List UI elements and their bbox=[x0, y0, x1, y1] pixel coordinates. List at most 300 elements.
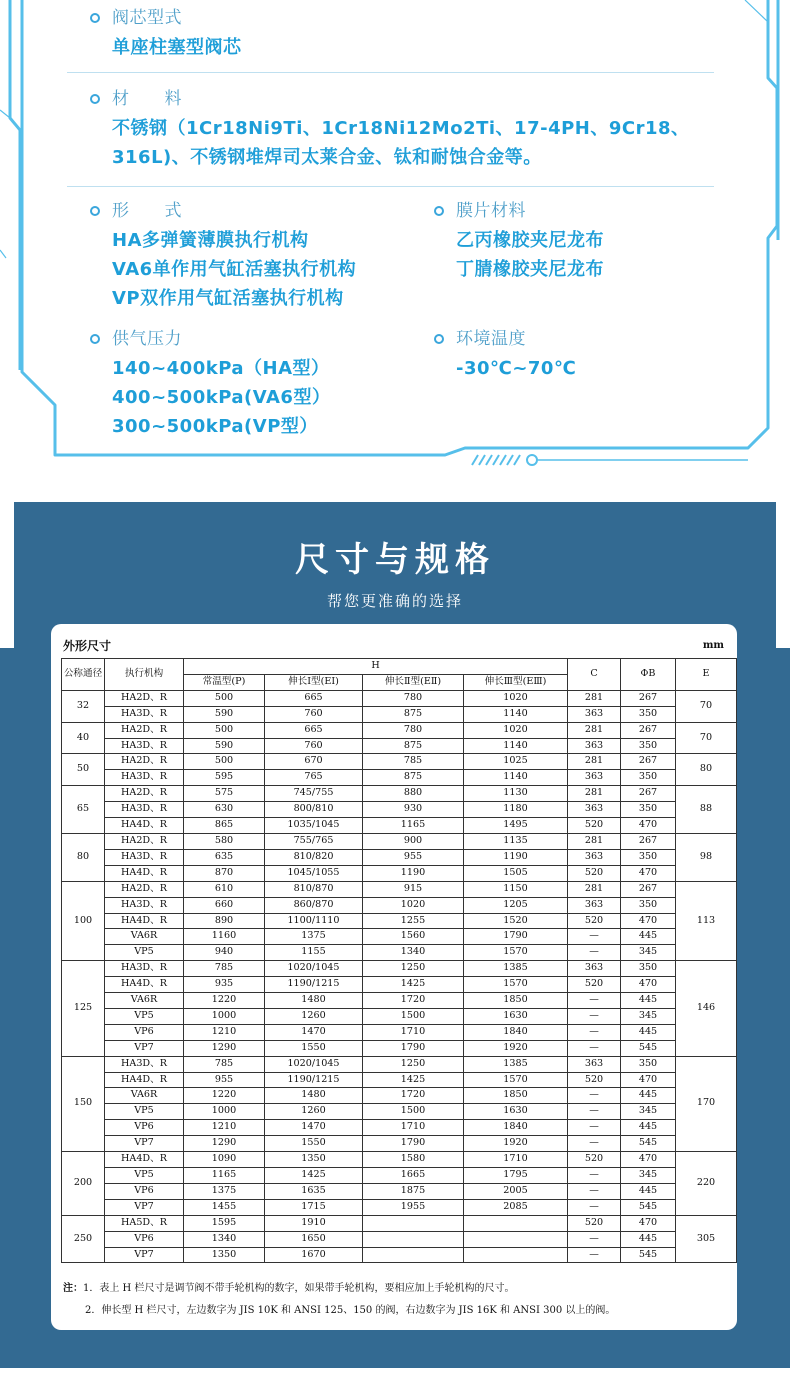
cell-h_normal: 1350 bbox=[184, 1247, 265, 1263]
cell-h_ext3: 1140 bbox=[464, 738, 568, 754]
cell-h_ext3: 1495 bbox=[464, 818, 568, 834]
cell-h_ext2: 875 bbox=[363, 738, 464, 754]
cell-actuator: HA5D、R bbox=[105, 1215, 184, 1231]
cell-h_normal: 580 bbox=[184, 833, 265, 849]
cell-h_ext1: 1100/1110 bbox=[265, 913, 363, 929]
cell-c: 520 bbox=[568, 1072, 621, 1088]
cell-actuator: HA4D、R bbox=[105, 818, 184, 834]
cell-h_normal: 635 bbox=[184, 849, 265, 865]
cell-c: 281 bbox=[568, 833, 621, 849]
spec-core-type bbox=[112, 4, 242, 62]
cell-h_ext1: 1550 bbox=[265, 1136, 363, 1152]
cell-h_ext2: 875 bbox=[363, 706, 464, 722]
cell-h_ext1: 1035/1045 bbox=[265, 818, 363, 834]
table-row bbox=[62, 722, 737, 738]
cell-actuator: VP5 bbox=[105, 945, 184, 961]
cell-c: 363 bbox=[568, 897, 621, 913]
spec-value: 400~500kPa(VA6型） bbox=[112, 387, 331, 408]
cell-actuator: HA3D、R bbox=[105, 849, 184, 865]
cell-dn: 65 bbox=[62, 786, 105, 834]
note-prefix: 注： bbox=[63, 1283, 83, 1294]
cell-actuator: HA3D、R bbox=[105, 738, 184, 754]
table-row bbox=[62, 1168, 737, 1184]
cell-h_ext3: 1020 bbox=[464, 722, 568, 738]
table-notes bbox=[63, 1278, 615, 1322]
cell-h_normal: 500 bbox=[184, 754, 265, 770]
cell-h_ext1: 800/810 bbox=[265, 802, 363, 818]
header-h-ext2: 伸长Ⅱ型(EⅡ) bbox=[363, 674, 464, 690]
cell-h_ext1: 670 bbox=[265, 754, 363, 770]
table-row bbox=[62, 865, 737, 881]
cell-b: 445 bbox=[621, 1183, 676, 1199]
cell-c: — bbox=[568, 1136, 621, 1152]
cell-h_normal: 1000 bbox=[184, 1104, 265, 1120]
cell-h_ext1: 1910 bbox=[265, 1215, 363, 1231]
bullet-icon bbox=[90, 94, 100, 104]
cell-h_ext3: 1385 bbox=[464, 961, 568, 977]
cell-actuator: HA2D、R bbox=[105, 833, 184, 849]
cell-h_ext1: 765 bbox=[265, 770, 363, 786]
cell-h_normal: 660 bbox=[184, 897, 265, 913]
cell-b: 350 bbox=[621, 738, 676, 754]
cell-c: — bbox=[568, 1247, 621, 1263]
spec-label: 形 式 bbox=[112, 201, 182, 221]
cell-h_normal: 935 bbox=[184, 977, 265, 993]
bullet-icon bbox=[90, 13, 100, 23]
cell-b: 445 bbox=[621, 1231, 676, 1247]
table-row bbox=[62, 786, 737, 802]
cell-c: 281 bbox=[568, 881, 621, 897]
cell-b: 545 bbox=[621, 1040, 676, 1056]
cell-c: 281 bbox=[568, 722, 621, 738]
table-row bbox=[62, 1199, 737, 1215]
cell-c: — bbox=[568, 1040, 621, 1056]
cell-h_ext1: 1155 bbox=[265, 945, 363, 961]
cell-actuator: HA3D、R bbox=[105, 1056, 184, 1072]
note-line bbox=[63, 1278, 615, 1300]
cell-h_ext2: 915 bbox=[363, 881, 464, 897]
cell-h_ext3: 1920 bbox=[464, 1136, 568, 1152]
cell-h_ext2: 1255 bbox=[363, 913, 464, 929]
cell-actuator: HA4D、R bbox=[105, 977, 184, 993]
cell-b: 267 bbox=[621, 690, 676, 706]
cell-h_normal: 1220 bbox=[184, 993, 265, 1009]
cell-h_ext2 bbox=[363, 1247, 464, 1263]
cell-h_ext1: 760 bbox=[265, 706, 363, 722]
header-e: E bbox=[676, 659, 737, 691]
cell-c: — bbox=[568, 1024, 621, 1040]
cell-h_ext3: 1795 bbox=[464, 1168, 568, 1184]
cell-b: 350 bbox=[621, 770, 676, 786]
cell-h_ext3: 1190 bbox=[464, 849, 568, 865]
cell-b: 470 bbox=[621, 913, 676, 929]
cell-h_ext2: 1710 bbox=[363, 1120, 464, 1136]
cell-h_ext3: 1850 bbox=[464, 1088, 568, 1104]
table-row bbox=[62, 945, 737, 961]
cell-actuator: VP7 bbox=[105, 1040, 184, 1056]
cell-h_ext2: 1500 bbox=[363, 1104, 464, 1120]
cell-h_normal: 1290 bbox=[184, 1040, 265, 1056]
cell-h_ext2: 1790 bbox=[363, 1136, 464, 1152]
cell-h_ext2: 1955 bbox=[363, 1199, 464, 1215]
cell-c: — bbox=[568, 945, 621, 961]
spec-label: 阀芯型式 bbox=[112, 8, 182, 28]
cell-c: — bbox=[568, 1199, 621, 1215]
spec-value: VA6单作用气缸活塞执行机构 bbox=[112, 259, 357, 280]
table-row bbox=[62, 818, 737, 834]
cell-e: 170 bbox=[676, 1056, 737, 1151]
divider bbox=[67, 72, 714, 73]
cell-h_normal: 590 bbox=[184, 706, 265, 722]
cell-actuator: HA3D、R bbox=[105, 961, 184, 977]
table-row bbox=[62, 913, 737, 929]
cell-h_ext3: 1135 bbox=[464, 833, 568, 849]
cell-actuator: VP6 bbox=[105, 1231, 184, 1247]
spec-air-supply bbox=[112, 325, 330, 441]
cell-h_normal: 890 bbox=[184, 913, 265, 929]
cell-actuator: VP6 bbox=[105, 1024, 184, 1040]
cell-h_ext3: 1630 bbox=[464, 1104, 568, 1120]
cell-actuator: VP7 bbox=[105, 1136, 184, 1152]
table-row bbox=[62, 690, 737, 706]
cell-c: 363 bbox=[568, 770, 621, 786]
cell-b: 350 bbox=[621, 802, 676, 818]
cell-h_normal: 595 bbox=[184, 770, 265, 786]
spec-label: 膜片材料 bbox=[456, 201, 526, 221]
table-row bbox=[62, 1104, 737, 1120]
cell-b: 445 bbox=[621, 993, 676, 1009]
cell-c: 520 bbox=[568, 865, 621, 881]
cell-actuator: HA2D、R bbox=[105, 722, 184, 738]
cell-h_ext1: 745/755 bbox=[265, 786, 363, 802]
section-subtitle: 帮您更准确的选择 bbox=[326, 592, 463, 610]
bullet-icon bbox=[90, 334, 100, 344]
cell-actuator: HA3D、R bbox=[105, 802, 184, 818]
cell-h_ext1: 1260 bbox=[265, 1008, 363, 1024]
cell-h_ext1: 1045/1055 bbox=[265, 865, 363, 881]
cell-h_ext1: 1550 bbox=[265, 1040, 363, 1056]
cell-h_normal: 610 bbox=[184, 881, 265, 897]
cell-h_ext1: 1635 bbox=[265, 1183, 363, 1199]
table-row bbox=[62, 1024, 737, 1040]
cell-h_ext2: 875 bbox=[363, 770, 464, 786]
cell-b: 470 bbox=[621, 818, 676, 834]
cell-b: 267 bbox=[621, 754, 676, 770]
note-line bbox=[63, 1300, 615, 1322]
cell-h_normal: 870 bbox=[184, 865, 265, 881]
cell-b: 267 bbox=[621, 833, 676, 849]
cell-h_ext2: 955 bbox=[363, 849, 464, 865]
spec-value: 不锈钢（1Cr18Ni9Ti、1Cr18Ni12Mo2Ti、17-4PH、9Cr18、 bbox=[112, 118, 690, 139]
cell-dn: 100 bbox=[62, 881, 105, 961]
cell-h_normal: 500 bbox=[184, 690, 265, 706]
cell-dn: 150 bbox=[62, 1056, 105, 1151]
cell-h_ext3: 1790 bbox=[464, 929, 568, 945]
table-row bbox=[62, 770, 737, 786]
cell-h_normal: 1000 bbox=[184, 1008, 265, 1024]
header-actuator: 执行机构 bbox=[105, 659, 184, 691]
cell-h_ext2: 785 bbox=[363, 754, 464, 770]
cell-actuator: HA2D、R bbox=[105, 754, 184, 770]
cell-c: 363 bbox=[568, 961, 621, 977]
cell-h_ext3: 1205 bbox=[464, 897, 568, 913]
cell-h_ext3: 1920 bbox=[464, 1040, 568, 1056]
cell-h_ext1: 1260 bbox=[265, 1104, 363, 1120]
cell-h_ext3: 1025 bbox=[464, 754, 568, 770]
header-h: H bbox=[184, 659, 568, 675]
next-section-card bbox=[14, 1368, 776, 1392]
table-row bbox=[62, 849, 737, 865]
cell-dn: 50 bbox=[62, 754, 105, 786]
cell-h_ext2 bbox=[363, 1215, 464, 1231]
cell-b: 445 bbox=[621, 1088, 676, 1104]
cell-c: — bbox=[568, 1088, 621, 1104]
cell-c: 520 bbox=[568, 1152, 621, 1168]
cell-actuator: HA4D、R bbox=[105, 1152, 184, 1168]
cell-actuator: HA2D、R bbox=[105, 786, 184, 802]
cell-e: 113 bbox=[676, 881, 737, 961]
cell-h_ext1: 1715 bbox=[265, 1199, 363, 1215]
cell-h_ext2: 1425 bbox=[363, 1072, 464, 1088]
cell-h_ext1: 1350 bbox=[265, 1152, 363, 1168]
cell-e: 146 bbox=[676, 961, 737, 1056]
cell-h_normal: 1375 bbox=[184, 1183, 265, 1199]
cell-h_ext1: 1190/1215 bbox=[265, 1072, 363, 1088]
cell-actuator: VP7 bbox=[105, 1199, 184, 1215]
cell-h_ext3: 1180 bbox=[464, 802, 568, 818]
cell-h_ext1: 665 bbox=[265, 690, 363, 706]
table-row bbox=[62, 738, 737, 754]
cell-h_ext2: 900 bbox=[363, 833, 464, 849]
cell-h_ext3: 1020 bbox=[464, 690, 568, 706]
table-row bbox=[62, 1183, 737, 1199]
cell-actuator: HA4D、R bbox=[105, 865, 184, 881]
cell-b: 345 bbox=[621, 1008, 676, 1024]
cell-dn: 250 bbox=[62, 1215, 105, 1263]
cell-h_ext2 bbox=[363, 1231, 464, 1247]
cell-b: 445 bbox=[621, 1120, 676, 1136]
cell-h_normal: 1455 bbox=[184, 1199, 265, 1215]
cell-h_normal: 785 bbox=[184, 1056, 265, 1072]
cell-h_ext1: 1470 bbox=[265, 1120, 363, 1136]
cell-h_normal: 955 bbox=[184, 1072, 265, 1088]
cell-h_ext2: 1250 bbox=[363, 961, 464, 977]
cell-h_ext1: 1650 bbox=[265, 1231, 363, 1247]
cell-h_ext2: 1340 bbox=[363, 945, 464, 961]
cell-e: 70 bbox=[676, 690, 737, 722]
cell-h_ext3 bbox=[464, 1231, 568, 1247]
header-h-ext1: 伸长Ⅰ型(EⅠ) bbox=[265, 674, 363, 690]
table-row bbox=[62, 1072, 737, 1088]
table-row bbox=[62, 961, 737, 977]
cell-h_ext1: 1470 bbox=[265, 1024, 363, 1040]
cell-c: 520 bbox=[568, 1215, 621, 1231]
cell-h_ext2: 1720 bbox=[363, 1088, 464, 1104]
spec-value: -30℃~70℃ bbox=[456, 358, 577, 379]
cell-actuator: VA6R bbox=[105, 993, 184, 1009]
cell-b: 345 bbox=[621, 1104, 676, 1120]
cell-b: 545 bbox=[621, 1247, 676, 1263]
table-row bbox=[62, 754, 737, 770]
cell-actuator: VP7 bbox=[105, 1247, 184, 1263]
table-row bbox=[62, 1056, 737, 1072]
dimension-table bbox=[61, 658, 737, 1263]
cell-h_ext2: 1425 bbox=[363, 977, 464, 993]
cell-h_ext2: 1165 bbox=[363, 818, 464, 834]
cell-dn: 200 bbox=[62, 1152, 105, 1216]
spec-value: HA多弹簧薄膜执行机构 bbox=[112, 230, 309, 251]
table-body bbox=[62, 690, 737, 1263]
cell-h_ext3: 1385 bbox=[464, 1056, 568, 1072]
table-row bbox=[62, 1088, 737, 1104]
section-title: 尺寸与规格 bbox=[295, 540, 495, 580]
cell-h_ext3 bbox=[464, 1215, 568, 1231]
cell-b: 445 bbox=[621, 929, 676, 945]
cell-c: — bbox=[568, 1120, 621, 1136]
table-row bbox=[62, 929, 737, 945]
cell-b: 545 bbox=[621, 1199, 676, 1215]
cell-h_ext3: 2085 bbox=[464, 1199, 568, 1215]
cell-c: 363 bbox=[568, 706, 621, 722]
cell-h_ext3: 1150 bbox=[464, 881, 568, 897]
spec-value: 140~400kPa（HA型） bbox=[112, 358, 330, 379]
cell-h_normal: 1160 bbox=[184, 929, 265, 945]
cell-actuator: HA4D、R bbox=[105, 1072, 184, 1088]
cell-h_ext3: 1850 bbox=[464, 993, 568, 1009]
table-row bbox=[62, 706, 737, 722]
cell-b: 345 bbox=[621, 1168, 676, 1184]
cell-c: 281 bbox=[568, 690, 621, 706]
cell-h_ext2: 1665 bbox=[363, 1168, 464, 1184]
cell-h_ext2: 1500 bbox=[363, 1008, 464, 1024]
cell-h_normal: 865 bbox=[184, 818, 265, 834]
cell-actuator: VP5 bbox=[105, 1168, 184, 1184]
cell-b: 267 bbox=[621, 722, 676, 738]
cell-c: — bbox=[568, 1104, 621, 1120]
cell-h_normal: 1290 bbox=[184, 1136, 265, 1152]
table-row bbox=[62, 1008, 737, 1024]
cell-actuator: HA4D、R bbox=[105, 913, 184, 929]
cell-b: 350 bbox=[621, 1056, 676, 1072]
cell-h_normal: 1090 bbox=[184, 1152, 265, 1168]
cell-b: 545 bbox=[621, 1136, 676, 1152]
cell-h_ext1: 1480 bbox=[265, 993, 363, 1009]
cell-h_normal: 940 bbox=[184, 945, 265, 961]
spec-material bbox=[112, 85, 690, 172]
spec-value: 乙丙橡胶夹尼龙布 bbox=[456, 230, 604, 251]
cell-e: 70 bbox=[676, 722, 737, 754]
cell-h_normal: 1210 bbox=[184, 1024, 265, 1040]
cell-h_ext3: 1570 bbox=[464, 977, 568, 993]
cell-c: — bbox=[568, 1008, 621, 1024]
cell-b: 470 bbox=[621, 865, 676, 881]
table-row bbox=[62, 1120, 737, 1136]
cell-b: 350 bbox=[621, 706, 676, 722]
cell-h_ext2: 1875 bbox=[363, 1183, 464, 1199]
cell-h_ext1: 810/870 bbox=[265, 881, 363, 897]
cell-h_ext3: 1505 bbox=[464, 865, 568, 881]
cell-h_ext1: 1670 bbox=[265, 1247, 363, 1263]
cell-h_ext3: 1130 bbox=[464, 786, 568, 802]
table-row bbox=[62, 977, 737, 993]
table-row bbox=[62, 833, 737, 849]
cell-b: 345 bbox=[621, 945, 676, 961]
cell-h_ext2: 1720 bbox=[363, 993, 464, 1009]
table-row bbox=[62, 993, 737, 1009]
cell-e: 88 bbox=[676, 786, 737, 834]
cell-h_ext3: 1840 bbox=[464, 1120, 568, 1136]
table-row bbox=[62, 897, 737, 913]
cell-h_ext3: 1140 bbox=[464, 770, 568, 786]
cell-h_normal: 785 bbox=[184, 961, 265, 977]
note-text: 2．伸长型 H 栏尺寸，左边数字为 JIS 10K 和 ANSI 125、150 的阀，右边数字为 JIS 16K 和 ANSI 300 以上的阀。 bbox=[85, 1305, 616, 1316]
cell-c: 520 bbox=[568, 977, 621, 993]
cell-c: — bbox=[568, 1183, 621, 1199]
cell-c: 520 bbox=[568, 818, 621, 834]
cell-actuator: VP5 bbox=[105, 1104, 184, 1120]
cell-dn: 40 bbox=[62, 722, 105, 754]
spec-form bbox=[112, 197, 356, 313]
bullet-icon bbox=[90, 206, 100, 216]
cell-h_normal: 590 bbox=[184, 738, 265, 754]
cell-h_ext2: 780 bbox=[363, 722, 464, 738]
cell-h_ext2: 1020 bbox=[363, 897, 464, 913]
cell-h_ext1: 1375 bbox=[265, 929, 363, 945]
header-h-ext3: 伸长Ⅲ型(EⅢ) bbox=[464, 674, 568, 690]
cell-h_normal: 1595 bbox=[184, 1215, 265, 1231]
cell-h_ext2: 1580 bbox=[363, 1152, 464, 1168]
cell-b: 350 bbox=[621, 961, 676, 977]
table-unit: mm bbox=[702, 640, 724, 651]
cell-h_ext3: 1570 bbox=[464, 1072, 568, 1088]
cell-h_ext1: 1425 bbox=[265, 1168, 363, 1184]
table-row bbox=[62, 1136, 737, 1152]
cell-h_ext1: 755/765 bbox=[265, 833, 363, 849]
cell-actuator: HA2D、R bbox=[105, 881, 184, 897]
cell-actuator: HA3D、R bbox=[105, 770, 184, 786]
cell-h_ext2: 930 bbox=[363, 802, 464, 818]
cell-e: 220 bbox=[676, 1152, 737, 1216]
table-row bbox=[62, 1215, 737, 1231]
cell-c: — bbox=[568, 929, 621, 945]
bullet-icon bbox=[434, 334, 444, 344]
cell-h_ext2: 780 bbox=[363, 690, 464, 706]
cell-actuator: VA6R bbox=[105, 929, 184, 945]
cell-h_ext1: 760 bbox=[265, 738, 363, 754]
header-b: ΦB bbox=[621, 659, 676, 691]
cell-c: 281 bbox=[568, 786, 621, 802]
header-dn: 公称通径 bbox=[62, 659, 105, 691]
cell-h_normal: 630 bbox=[184, 802, 265, 818]
cell-h_ext2: 1250 bbox=[363, 1056, 464, 1072]
cell-b: 267 bbox=[621, 881, 676, 897]
cell-h_ext3: 1520 bbox=[464, 913, 568, 929]
bullet-icon bbox=[434, 206, 444, 216]
cell-h_ext3: 1710 bbox=[464, 1152, 568, 1168]
cell-b: 470 bbox=[621, 1215, 676, 1231]
cell-dn: 32 bbox=[62, 690, 105, 722]
table-row bbox=[62, 881, 737, 897]
cell-dn: 125 bbox=[62, 961, 105, 1056]
cell-c: — bbox=[568, 1231, 621, 1247]
cell-h_ext1: 665 bbox=[265, 722, 363, 738]
cell-b: 445 bbox=[621, 1024, 676, 1040]
spec-label: 环境温度 bbox=[456, 329, 526, 349]
cell-b: 267 bbox=[621, 786, 676, 802]
spec-label: 材 料 bbox=[112, 89, 182, 109]
cell-b: 470 bbox=[621, 977, 676, 993]
cell-h_ext3: 1630 bbox=[464, 1008, 568, 1024]
